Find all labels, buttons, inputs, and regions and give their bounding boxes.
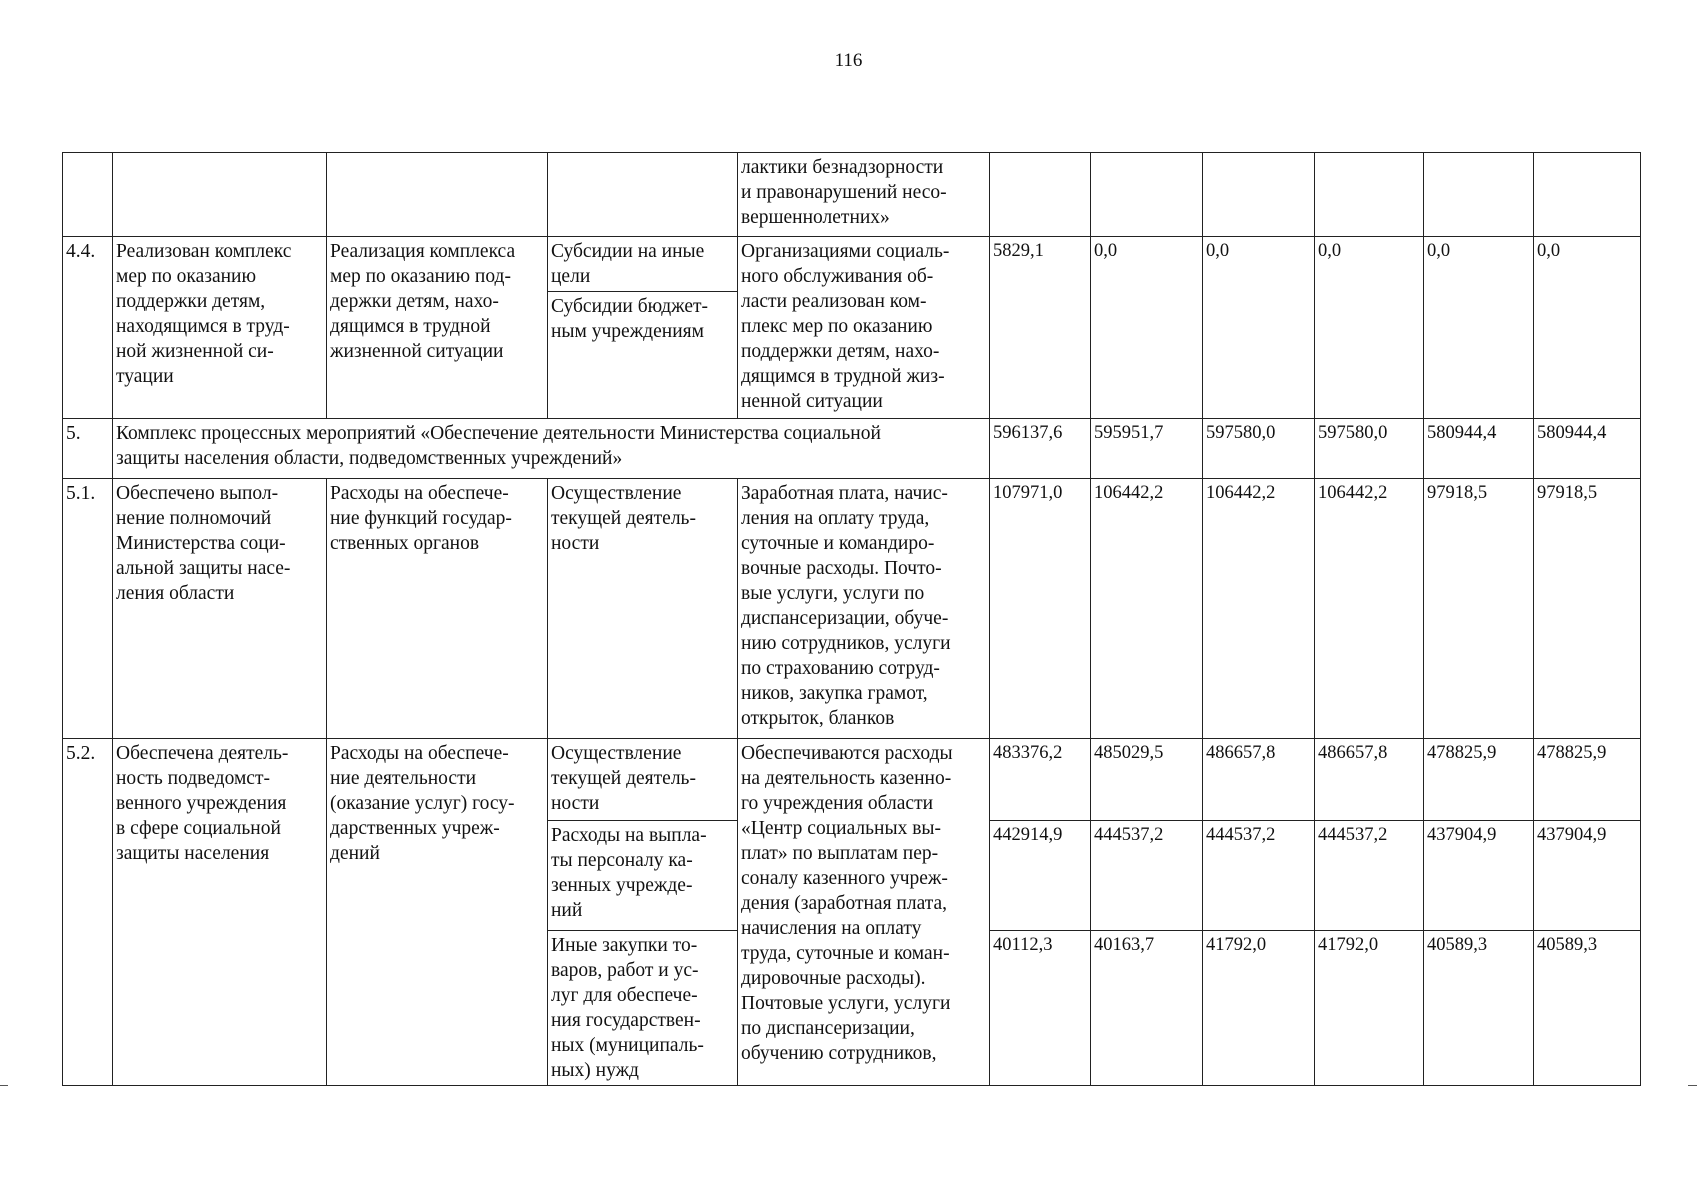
cell-result: Заработная плата, начис- ления на оплату труда, суточные и командиро- вочные расходы. Почто- вые услуги, услуги по диспансеризации, обуче- нию сотрудников, услуги по страхованию сотруд- ников, закупка грамот, открыток, бланков [738, 479, 990, 739]
cell-value-empty [1091, 153, 1203, 237]
row-number: 5.1. [63, 479, 113, 739]
cell-direction: Расходы на выпла- ты персоналу ка- зенных учрежде- ний [548, 821, 738, 931]
cell-result: Организациями социаль- ного обслуживания об- ласти реализован ком- плекс мер по оказанию поддержки детям, нахо- дящимся в трудной жиз- ненной ситуации [738, 237, 990, 419]
cell-task: Обеспечена деятель- ность подведомст- венного учреждения в сфере социальной защиты населения [113, 739, 327, 1086]
cell-value: 478825,9 [1424, 739, 1534, 821]
cell-measure: Расходы на обеспече- ние деятельности (оказание услуг) госу- дарственных учреж- дений [327, 739, 548, 1086]
cell-measure-empty [327, 153, 548, 237]
table-row-4-4 [63, 237, 1641, 292]
cell-value: 437904,9 [1424, 821, 1534, 931]
cell-value: 40589,3 [1424, 931, 1534, 1086]
cell-value: 40589,3 [1534, 931, 1641, 1086]
row-number: 4.4. [63, 237, 113, 419]
cell-value: 485029,5 [1091, 739, 1203, 821]
cell-value: 478825,9 [1534, 739, 1641, 821]
cell-value: 486657,8 [1315, 739, 1424, 821]
cell-value: 106442,2 [1315, 479, 1424, 739]
cell-value: 0,0 [1534, 237, 1641, 419]
cell-direction: Осуществление текущей деятель- ности [548, 739, 738, 821]
cell-value: 580944,4 [1534, 419, 1641, 479]
cell-value: 97918,5 [1534, 479, 1641, 739]
table-row-5 [63, 419, 1641, 479]
cell-result: лактики безнадзорности и правонарушений несо- вершеннолетних» [738, 153, 990, 237]
cell-value: 444537,2 [1203, 821, 1315, 931]
cell-value-empty [1534, 153, 1641, 237]
cell-value: 40112,3 [990, 931, 1091, 1086]
cell-value: 444537,2 [1315, 821, 1424, 931]
cell-value: 444537,2 [1091, 821, 1203, 931]
cell-value: 595951,7 [1091, 419, 1203, 479]
cell-value: 0,0 [1315, 237, 1424, 419]
cell-value: 97918,5 [1424, 479, 1534, 739]
cell-value: 580944,4 [1424, 419, 1534, 479]
table-row-5-1 [63, 479, 1641, 739]
cell-measure: Реализация комплекса мер по оказанию под- держки детям, нахо- дящимся в трудной жизненной ситуации [327, 237, 548, 419]
cell-value: 437904,9 [1534, 821, 1641, 931]
cell-value-empty [1203, 153, 1315, 237]
cell-value: 41792,0 [1315, 931, 1424, 1086]
scan-mark-right [1688, 1085, 1697, 1086]
cell-value: 486657,8 [1203, 739, 1315, 821]
cell-value: 596137,6 [990, 419, 1091, 479]
scan-mark-left [0, 1085, 8, 1086]
cell-direction: Субсидии на иные цели [548, 237, 738, 292]
cell-direction-empty [548, 153, 738, 237]
continuation-row [63, 153, 1641, 237]
cell-value-empty [1315, 153, 1424, 237]
page-number: 116 [834, 50, 863, 71]
table-row-5-2 [63, 739, 1641, 821]
cell-value-empty [990, 153, 1091, 237]
cell-value: 41792,0 [1203, 931, 1315, 1086]
cell-value: 597580,0 [1203, 419, 1315, 479]
cell-value: 107971,0 [990, 479, 1091, 739]
row-number: 5. [63, 419, 113, 479]
cell-value: 106442,2 [1203, 479, 1315, 739]
cell-value: 40163,7 [1091, 931, 1203, 1086]
cell-num-empty [63, 153, 113, 237]
cell-value: 0,0 [1091, 237, 1203, 419]
cell-task: Реализован комплекс мер по оказанию поддержки детям, находящимся в труд- ной жизненной си- туации [113, 237, 327, 419]
cell-value: 0,0 [1424, 237, 1534, 419]
cell-direction: Осуществление текущей деятель- ности [548, 479, 738, 739]
budget-table [62, 152, 1641, 1086]
cell-task: Обеспечено выпол- нение полномочий Министерства соци- альной защиты насе- ления области [113, 479, 327, 739]
cell-section-title: Комплекс процессных мероприятий «Обеспечение деятельности Министерства социальной защиты населения области, подведомственных учреждений» [113, 419, 990, 479]
cell-value: 0,0 [1203, 237, 1315, 419]
cell-value: 483376,2 [990, 739, 1091, 821]
cell-value: 442914,9 [990, 821, 1091, 931]
cell-value: 597580,0 [1315, 419, 1424, 479]
cell-value: 5829,1 [990, 237, 1091, 419]
cell-measure: Расходы на обеспече- ние функций государ- ственных органов [327, 479, 548, 739]
cell-value: 106442,2 [1091, 479, 1203, 739]
row-number: 5.2. [63, 739, 113, 1086]
cell-result: Обеспечиваются расходы на деятельность казенно- го учреждения области «Центр социальных вы- плат» по выплатам пер- соналу казенного учреж- дения (заработная плата, начисления на оплату труда, суточные и коман- дировочные расходы). Почтовые услуги, услуги по диспансеризации, обучению сотрудников, [738, 739, 990, 1086]
cell-task-empty [113, 153, 327, 237]
cell-value-empty [1424, 153, 1534, 237]
cell-direction: Иные закупки то- варов, работ и ус- луг для обеспече- ния государствен- ных (муниципаль- ных) нужд [548, 931, 738, 1086]
cell-direction: Субсидии бюджет- ным учреждениям [548, 292, 738, 419]
